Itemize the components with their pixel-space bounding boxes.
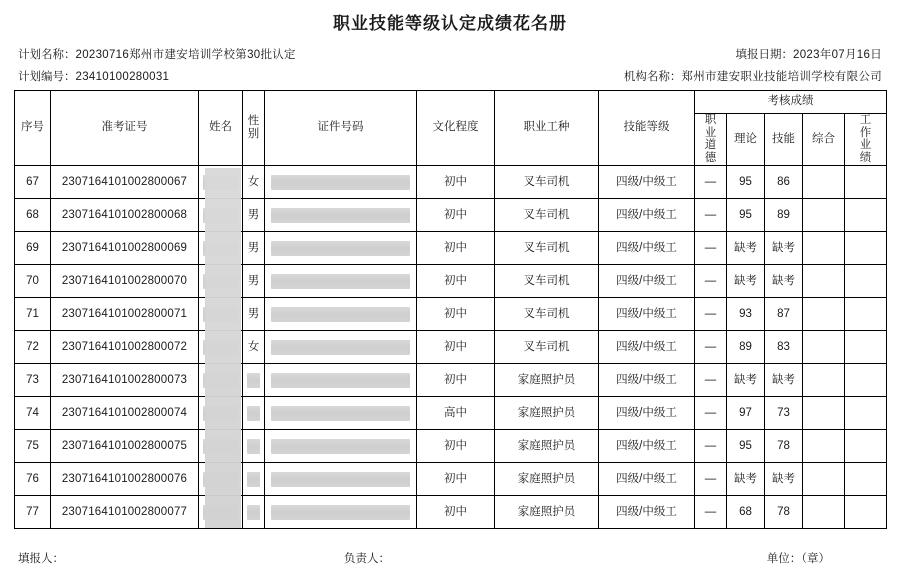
cell-id-no	[265, 364, 417, 397]
table-row	[15, 364, 887, 397]
cell-score-comprehensive	[803, 265, 845, 298]
cell-admission-no: 2307164101002800074	[51, 397, 199, 430]
cell-score-theory: 95	[727, 166, 765, 199]
cell-seq: 76	[15, 463, 51, 496]
cell-score-ethics: —	[695, 265, 727, 298]
org-name	[624, 66, 882, 88]
cell-skill-level: 四级/中级工	[599, 463, 695, 496]
cell-occupation: 家庭照护员	[495, 496, 599, 529]
cell-name-redacted	[203, 472, 238, 487]
th-score-performance-label: 工作业绩	[859, 114, 872, 164]
cell-score-performance	[845, 298, 887, 331]
cell-gender	[243, 463, 265, 496]
cell-gender	[243, 397, 265, 430]
plan-name-label: 计划名称：	[18, 49, 76, 61]
cell-name-redacted	[203, 241, 238, 256]
cell-skill-level: 四级/中级工	[599, 298, 695, 331]
cell-name	[199, 397, 243, 430]
th-name: 姓名	[199, 91, 243, 166]
cell-admission-no: 2307164101002800068	[51, 199, 199, 232]
cell-id-no-redacted	[271, 307, 410, 322]
cell-score-ethics: —	[695, 331, 727, 364]
cell-score-performance	[845, 496, 887, 529]
cell-seq: 67	[15, 166, 51, 199]
cell-score-comprehensive	[803, 166, 845, 199]
document-meta	[14, 44, 886, 90]
cell-score-comprehensive	[803, 331, 845, 364]
table-header-row-1	[15, 91, 887, 114]
cell-id-no-redacted	[271, 406, 410, 421]
cell-name-redacted	[203, 505, 238, 520]
cell-id-no	[265, 232, 417, 265]
cell-score-comprehensive	[803, 496, 845, 529]
cell-score-ethics: —	[695, 364, 727, 397]
table-row	[15, 166, 887, 199]
cell-id-no	[265, 265, 417, 298]
cell-seq: 70	[15, 265, 51, 298]
cell-score-performance	[845, 397, 887, 430]
th-admission-no: 准考证号	[51, 91, 199, 166]
org-name-value: 郑州市建安职业技能培训学校有限公司	[681, 71, 882, 83]
org-name-label: 机构名称：	[623, 71, 682, 83]
cell-education: 初中	[417, 298, 495, 331]
cell-occupation: 家庭照护员	[495, 463, 599, 496]
cell-skill-level: 四级/中级工	[599, 397, 695, 430]
table-row	[15, 331, 887, 364]
cell-score-skill: 89	[765, 199, 803, 232]
cell-score-theory: 缺考	[727, 232, 765, 265]
cell-skill-level: 四级/中级工	[599, 265, 695, 298]
cell-occupation: 叉车司机	[495, 232, 599, 265]
cell-score-theory: 95	[727, 430, 765, 463]
th-scores-group: 考核成绩	[695, 91, 887, 114]
cell-education: 初中	[417, 331, 495, 364]
cell-occupation: 家庭照护员	[495, 430, 599, 463]
cell-score-comprehensive	[803, 463, 845, 496]
cell-id-no	[265, 298, 417, 331]
cell-id-no	[265, 397, 417, 430]
cell-name	[199, 463, 243, 496]
cell-occupation: 家庭照护员	[495, 397, 599, 430]
cell-id-no-redacted	[271, 472, 410, 487]
cell-gender	[243, 364, 265, 397]
table-row	[15, 430, 887, 463]
cell-score-ethics: —	[695, 166, 727, 199]
plan-name	[18, 44, 296, 66]
cell-gender: 男	[243, 265, 265, 298]
cell-score-skill: 86	[765, 166, 803, 199]
th-occupation: 职业工种	[495, 91, 599, 166]
table-row	[15, 298, 887, 331]
cell-skill-level: 四级/中级工	[599, 199, 695, 232]
cell-score-theory: 95	[727, 199, 765, 232]
cell-gender: 男	[243, 298, 265, 331]
cell-skill-level: 四级/中级工	[599, 166, 695, 199]
cell-score-skill: 78	[765, 496, 803, 529]
th-gender-label: 性别	[247, 115, 260, 140]
cell-id-no	[265, 496, 417, 529]
cell-score-theory: 93	[727, 298, 765, 331]
cell-admission-no: 2307164101002800075	[51, 430, 199, 463]
cell-skill-level: 四级/中级工	[599, 496, 695, 529]
cell-score-ethics: —	[695, 496, 727, 529]
cell-seq: 73	[15, 364, 51, 397]
cell-score-skill: 缺考	[765, 463, 803, 496]
cell-score-ethics: —	[695, 232, 727, 265]
table-row	[15, 496, 887, 529]
cell-education: 初中	[417, 496, 495, 529]
cell-gender: 男	[243, 232, 265, 265]
cell-occupation: 叉车司机	[495, 298, 599, 331]
cell-score-comprehensive	[803, 397, 845, 430]
th-score-performance	[845, 114, 887, 166]
cell-id-no-redacted	[271, 505, 410, 520]
cell-education: 初中	[417, 232, 495, 265]
plan-code-label: 计划编号：	[18, 71, 76, 83]
cell-skill-level: 四级/中级工	[599, 232, 695, 265]
cell-admission-no: 2307164101002800077	[51, 496, 199, 529]
cell-score-performance	[845, 199, 887, 232]
th-score-ethics-label: 职业道德	[704, 114, 717, 164]
cell-score-theory: 缺考	[727, 265, 765, 298]
cell-score-performance	[845, 232, 887, 265]
th-score-comprehensive: 综合	[803, 114, 845, 166]
fill-date-label: 填报日期：	[735, 49, 794, 61]
cell-id-no-redacted	[271, 340, 410, 355]
footer-head: 负责人：	[344, 553, 390, 565]
document-footer	[14, 550, 886, 570]
cell-education: 初中	[417, 166, 495, 199]
cell-id-no	[265, 331, 417, 364]
cell-admission-no: 2307164101002800070	[51, 265, 199, 298]
cell-score-ethics: —	[695, 430, 727, 463]
cell-name-redacted	[203, 373, 238, 388]
cell-score-comprehensive	[803, 430, 845, 463]
table-row	[15, 397, 887, 430]
cell-name	[199, 298, 243, 331]
th-id-no: 证件号码	[265, 91, 417, 166]
cell-score-comprehensive	[803, 199, 845, 232]
roster-table-body	[15, 166, 887, 529]
cell-gender	[243, 496, 265, 529]
cell-gender-redacted	[247, 439, 260, 454]
cell-admission-no: 2307164101002800071	[51, 298, 199, 331]
th-seq: 序号	[15, 91, 51, 166]
cell-seq: 75	[15, 430, 51, 463]
cell-score-skill: 73	[765, 397, 803, 430]
table-row	[15, 199, 887, 232]
cell-name-redacted	[203, 208, 238, 223]
cell-name-redacted	[203, 406, 238, 421]
cell-score-skill: 87	[765, 298, 803, 331]
cell-score-ethics: —	[695, 463, 727, 496]
footer-unit: 单位：（章）	[766, 553, 830, 565]
cell-id-no-redacted	[271, 439, 410, 454]
cell-score-theory: 97	[727, 397, 765, 430]
cell-name	[199, 166, 243, 199]
cell-id-no	[265, 463, 417, 496]
cell-name	[199, 430, 243, 463]
th-skill-level: 技能等级	[599, 91, 695, 166]
cell-education: 高中	[417, 397, 495, 430]
cell-admission-no: 2307164101002800076	[51, 463, 199, 496]
cell-gender-redacted	[247, 472, 260, 487]
cell-seq: 74	[15, 397, 51, 430]
cell-score-skill: 缺考	[765, 364, 803, 397]
cell-skill-level: 四级/中级工	[599, 430, 695, 463]
th-score-theory: 理论	[727, 114, 765, 166]
fill-date-value: 2023年07月16日	[793, 49, 882, 61]
cell-skill-level: 四级/中级工	[599, 364, 695, 397]
cell-gender-redacted	[247, 373, 260, 388]
cell-seq: 69	[15, 232, 51, 265]
cell-occupation: 叉车司机	[495, 265, 599, 298]
cell-id-no	[265, 166, 417, 199]
cell-name	[199, 265, 243, 298]
fill-date	[736, 44, 882, 66]
cell-name	[199, 232, 243, 265]
cell-education: 初中	[417, 463, 495, 496]
cell-id-no	[265, 430, 417, 463]
cell-gender: 女	[243, 166, 265, 199]
cell-id-no	[265, 199, 417, 232]
plan-code-value: 23410100280031	[75, 71, 170, 83]
th-score-skill: 技能	[765, 114, 803, 166]
cell-id-no-redacted	[271, 373, 410, 388]
cell-occupation: 家庭照护员	[495, 364, 599, 397]
cell-id-no-redacted	[271, 274, 410, 289]
cell-admission-no: 2307164101002800069	[51, 232, 199, 265]
cell-score-skill: 78	[765, 430, 803, 463]
cell-score-performance	[845, 331, 887, 364]
plan-code	[18, 66, 169, 88]
cell-occupation: 叉车司机	[495, 166, 599, 199]
cell-education: 初中	[417, 199, 495, 232]
meta-row-2	[14, 66, 886, 88]
page-title: 职业技能等级认定成绩花名册	[333, 14, 567, 33]
cell-name	[199, 199, 243, 232]
cell-seq: 77	[15, 496, 51, 529]
cell-score-comprehensive	[803, 298, 845, 331]
th-score-ethics	[695, 114, 727, 166]
cell-score-theory: 缺考	[727, 364, 765, 397]
cell-education: 初中	[417, 364, 495, 397]
cell-score-performance	[845, 463, 887, 496]
cell-name-redacted	[203, 439, 238, 454]
cell-name	[199, 331, 243, 364]
cell-occupation: 叉车司机	[495, 331, 599, 364]
th-gender	[243, 91, 265, 166]
cell-gender-redacted	[247, 406, 260, 421]
cell-score-performance	[845, 265, 887, 298]
cell-score-performance	[845, 166, 887, 199]
cell-education: 初中	[417, 265, 495, 298]
cell-seq: 71	[15, 298, 51, 331]
cell-score-theory: 缺考	[727, 463, 765, 496]
table-row	[15, 232, 887, 265]
cell-occupation: 叉车司机	[495, 199, 599, 232]
cell-name	[199, 496, 243, 529]
cell-score-ethics: —	[695, 199, 727, 232]
cell-name-redacted	[203, 175, 238, 190]
cell-education: 初中	[417, 430, 495, 463]
cell-admission-no: 2307164101002800073	[51, 364, 199, 397]
cell-score-skill: 83	[765, 331, 803, 364]
cell-score-skill: 缺考	[765, 232, 803, 265]
cell-score-ethics: —	[695, 397, 727, 430]
cell-name	[199, 364, 243, 397]
cell-id-no-redacted	[271, 175, 410, 190]
cell-score-performance	[845, 430, 887, 463]
cell-seq: 68	[15, 199, 51, 232]
cell-gender-redacted	[247, 505, 260, 520]
cell-name-redacted	[203, 307, 238, 322]
cell-admission-no: 2307164101002800067	[51, 166, 199, 199]
table-row	[15, 463, 887, 496]
cell-id-no-redacted	[271, 208, 410, 223]
cell-score-skill: 缺考	[765, 265, 803, 298]
cell-admission-no: 2307164101002800072	[51, 331, 199, 364]
footer-reporter: 填报人：	[18, 553, 64, 565]
cell-score-ethics: —	[695, 298, 727, 331]
cell-name-redacted	[203, 340, 238, 355]
cell-seq: 72	[15, 331, 51, 364]
table-row	[15, 265, 887, 298]
cell-score-performance	[845, 364, 887, 397]
cell-score-comprehensive	[803, 232, 845, 265]
cell-id-no-redacted	[271, 241, 410, 256]
meta-row-1	[14, 44, 886, 66]
roster-table	[14, 90, 887, 529]
cell-gender	[243, 430, 265, 463]
cell-score-theory: 68	[727, 496, 765, 529]
cell-score-theory: 89	[727, 331, 765, 364]
cell-gender: 女	[243, 331, 265, 364]
cell-skill-level: 四级/中级工	[599, 331, 695, 364]
cell-name-redacted	[203, 274, 238, 289]
cell-score-comprehensive	[803, 364, 845, 397]
th-education: 文化程度	[417, 91, 495, 166]
cell-gender: 男	[243, 199, 265, 232]
plan-name-value: 20230716郑州市建安培训学校第30批认定	[75, 49, 296, 61]
